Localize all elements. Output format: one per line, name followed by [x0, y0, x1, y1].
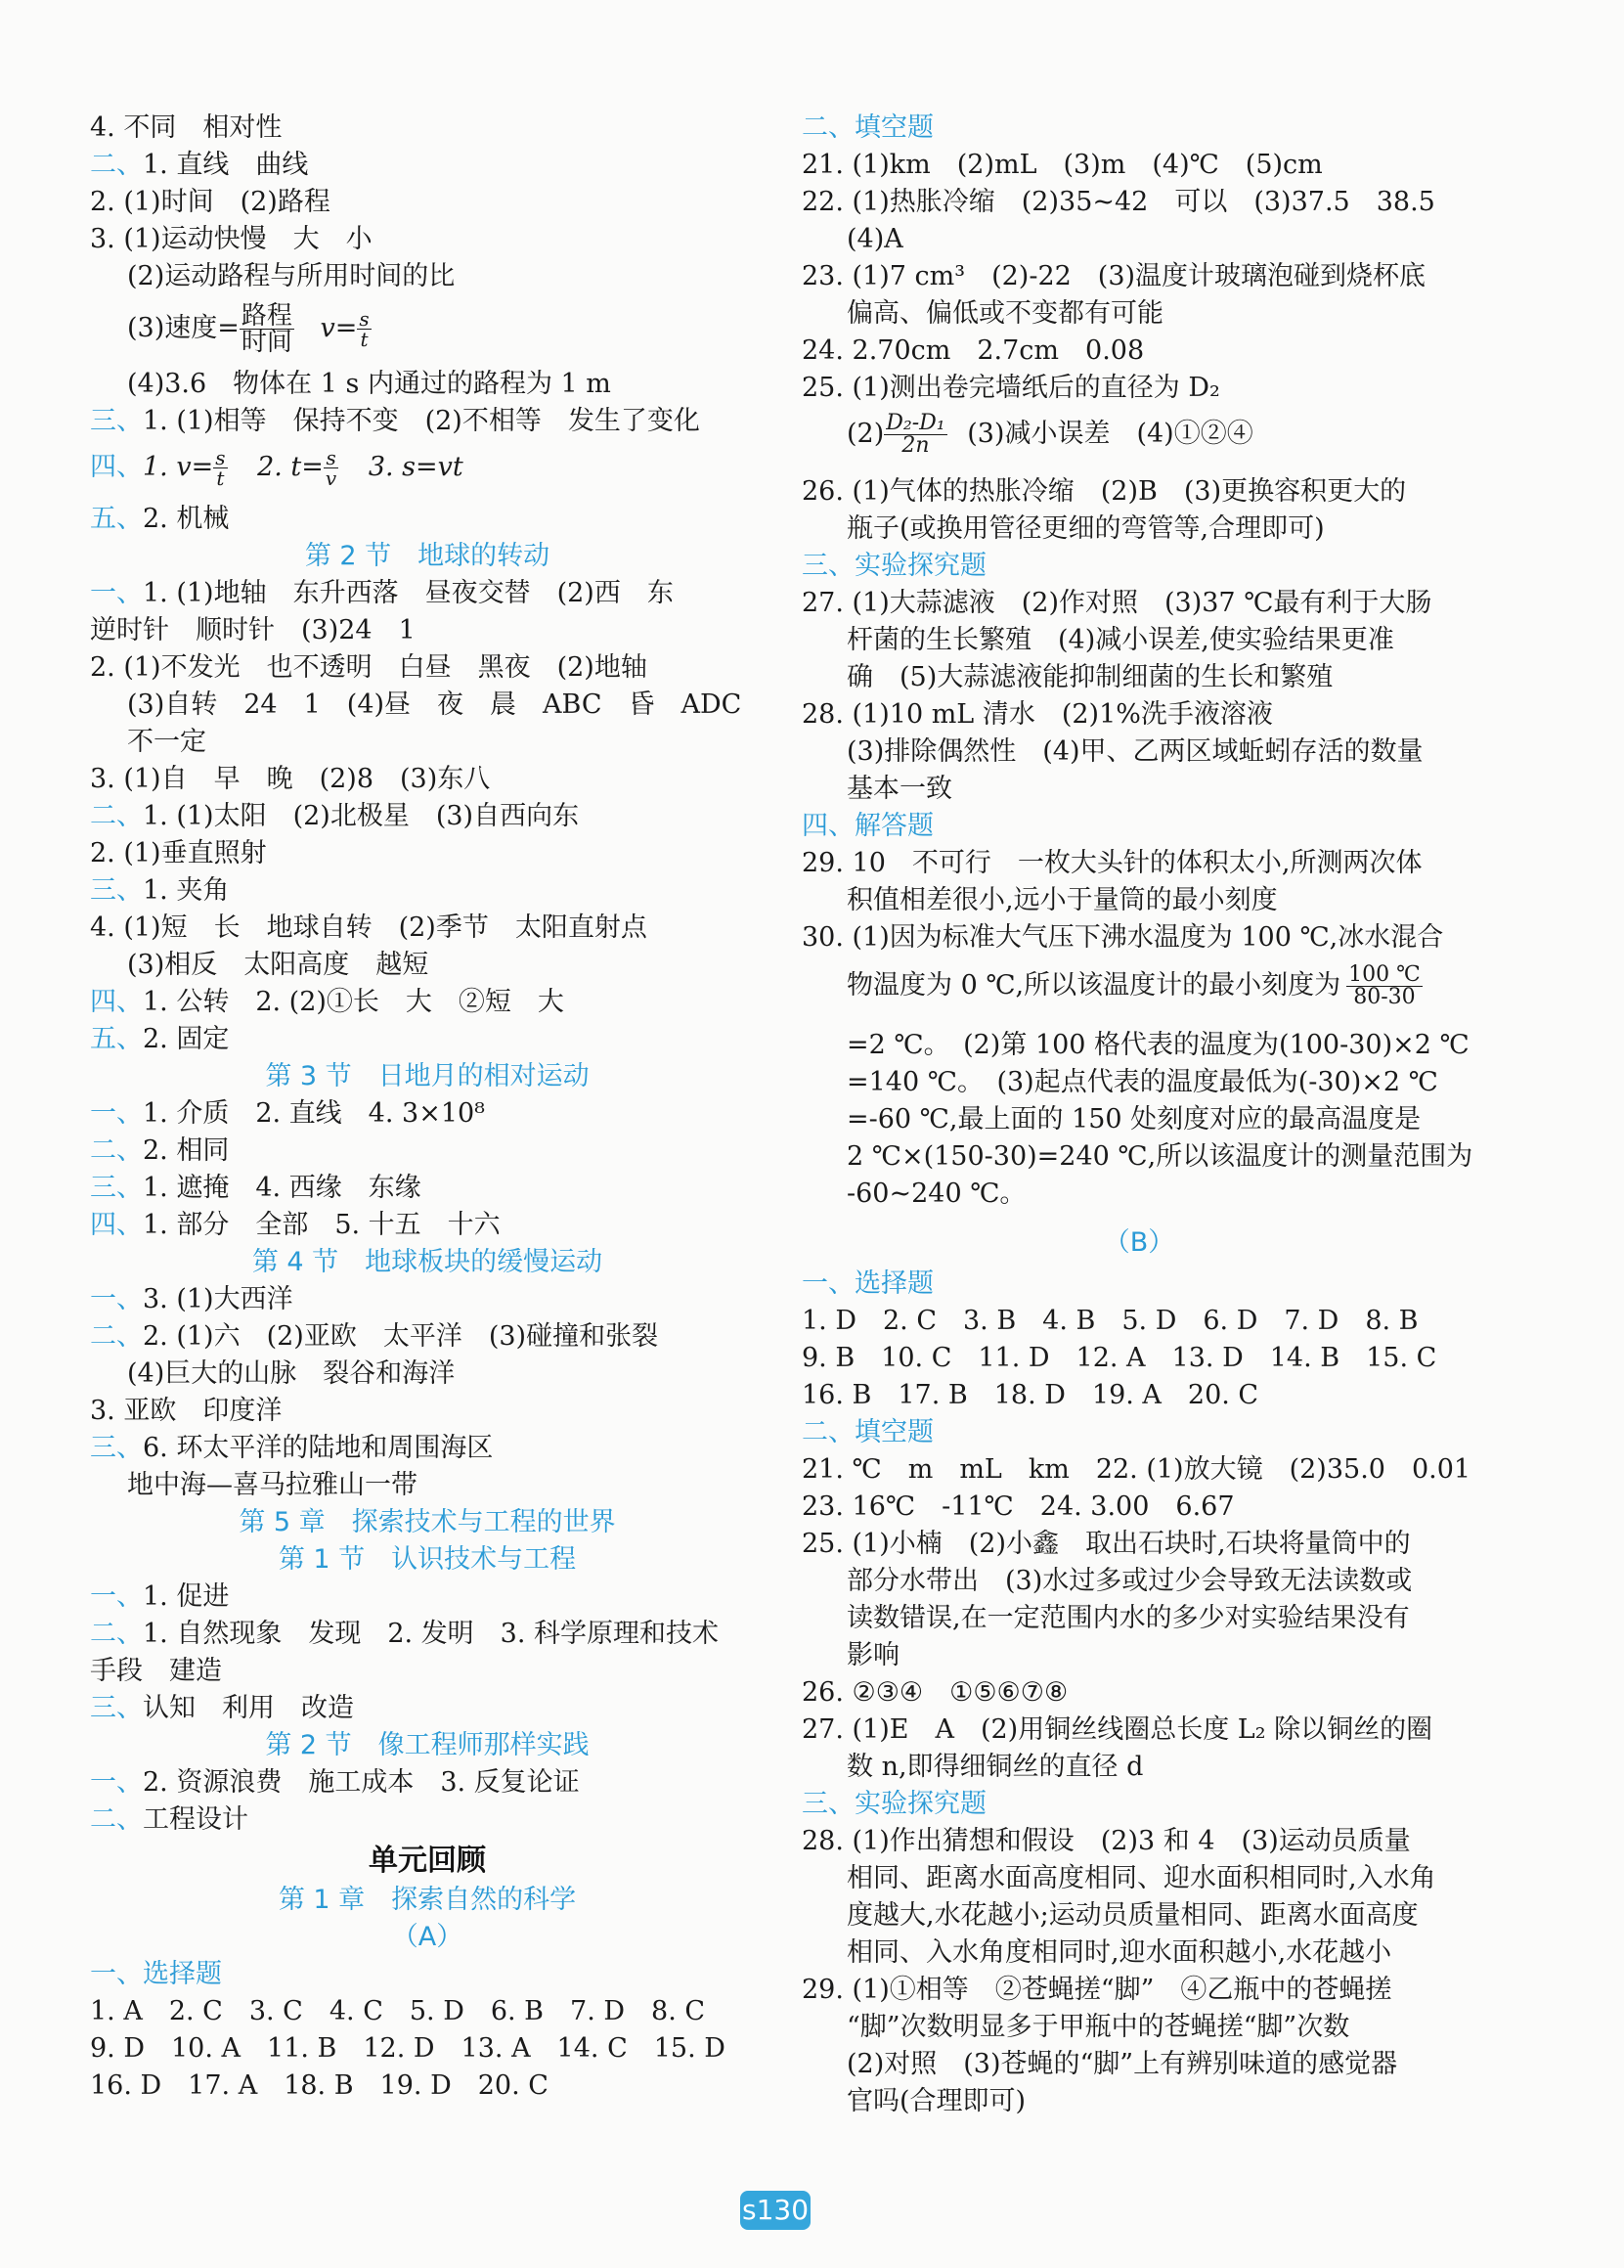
numerator: s [359, 307, 370, 331]
section-marker: 三、 [90, 1173, 143, 1203]
answer-line: 确 (5)大蒜滤液能抑制细菌的生长和繁殖 [847, 662, 1334, 692]
answer-text: (3)减小误差 (4)①②④ [967, 419, 1253, 449]
answer-line: 16. B 17. B 18. D 19. A 20. C [802, 1380, 1259, 1410]
unit-review-title: 单元回顾 [369, 1844, 486, 1878]
answer-line [90, 1801, 248, 1839]
answer-line: “脚”次数明显多于甲瓶中的苍蝇搓“脚”次数 [847, 2012, 1350, 2042]
denominator: 80-30 [1353, 985, 1416, 1009]
answer-line: 读数错误,在一定范围内水的多少对实验结果没有 [847, 1603, 1410, 1633]
answer-text: 1. 介质 2. 直线 4. 3×10⁸ [143, 1098, 486, 1129]
answer-line: (3)排除偶然性 (4)甲、乙两区域蚯蚓存活的数量 [847, 736, 1424, 767]
answer-line: 4. (1)短 长 地球自转 (2)季节 太阳直射点 [90, 912, 647, 943]
answer-line [90, 442, 463, 493]
answer-text: 2. t= [257, 452, 324, 482]
answer-line: 逆时针 顺时针 (3)24 1 [90, 615, 416, 645]
answer-text: 1. v= [143, 452, 214, 482]
answer-line [90, 1021, 229, 1058]
answer-line [90, 798, 579, 835]
answer-line: 3. (1)自 早 晚 (2)8 (3)东八 [90, 764, 491, 794]
answer-line: 1. D 2. C 3. B 4. B 5. D 6. D 7. D 8. B [802, 1306, 1419, 1336]
answer-line [90, 501, 229, 538]
section-marker: 二、 [90, 150, 143, 180]
question-type-heading: 一、选择题 [90, 1959, 222, 1989]
answer-line: 3. 亚欧 印度洋 [90, 1396, 283, 1426]
answer-text: (2) [847, 419, 885, 449]
section-marker: 四、 [90, 1210, 143, 1240]
answer-text: 1. 公转 2. (2)①长 大 ②短 大 [143, 987, 564, 1017]
section-marker: 二、 [90, 1321, 143, 1352]
fraction [240, 303, 294, 355]
answer-line [90, 984, 564, 1021]
answer-text: 2. 相同 [143, 1135, 230, 1166]
denominator: 2n [901, 433, 930, 458]
answer-text: 1. 自然现象 发现 2. 发明 3. 科学原理和技术 [143, 1619, 720, 1649]
answer-line: 度越大,水花越小;运动员质量相同、距离水面高度 [847, 1900, 1419, 1931]
answer-line: 28. (1)作出猜想和假设 (2)3 和 4 (3)运动员质量 [802, 1826, 1411, 1856]
answer-line: 2. (1)时间 (2)路程 [90, 187, 330, 217]
answer-line [90, 403, 700, 440]
answer-line [847, 409, 1253, 460]
question-type-heading: 四、解答题 [802, 811, 934, 841]
part-label-b: （B） [1103, 1227, 1175, 1258]
answer-line: 26. ②③④ ①⑤⑥⑦⑧ [802, 1677, 1069, 1708]
section-marker: 二、 [90, 1804, 143, 1835]
answer-line [847, 958, 1423, 1013]
answer-line: 积值相差很小,远小于量筒的最小刻度 [847, 885, 1278, 915]
answer-text: 3. (1)大西洋 [143, 1284, 293, 1314]
answer-text: 工程设计 [143, 1804, 248, 1835]
answer-text: v= [320, 313, 358, 343]
answer-line: 数 n,即得细铜丝的直径 d [847, 1752, 1144, 1782]
answer-text: 3. s=vt [368, 452, 463, 482]
question-type-heading: 二、填空题 [802, 112, 934, 143]
chapter-title: 第 5 章 探索技术与工程的世界 [239, 1507, 616, 1537]
answer-text: 1. 促进 [143, 1581, 230, 1612]
section-marker: 三、 [90, 1693, 143, 1723]
answer-line: (3)自转 24 1 (4)昼 夜 晨 ABC 昏 ADC [127, 689, 742, 720]
answer-line [127, 301, 372, 357]
answer-text: 2. 固定 [143, 1024, 230, 1054]
question-type-heading: 三、实验探究题 [802, 551, 987, 581]
fraction [884, 413, 946, 457]
section-marker: 一、 [90, 1581, 143, 1612]
section-title: 第 1 节 认识技术与工程 [278, 1544, 577, 1575]
section-marker: 四、 [90, 452, 143, 482]
answer-line: (4)A [847, 224, 903, 254]
answer-line: 26. (1)气体的热胀冷缩 (2)B (3)更换容积更大的 [802, 476, 1407, 507]
answer-line: 手段 建造 [90, 1656, 222, 1686]
section-title: 第 2 节 地球的转动 [304, 541, 550, 571]
answer-line: 29. (1)①相等 ②苍蝇搓“脚” ④乙瓶中的苍蝇搓 [802, 1975, 1392, 2005]
answer-line: 不一定 [127, 727, 206, 757]
question-type-heading: 二、填空题 [802, 1417, 934, 1447]
part-label-a: （A） [391, 1922, 463, 1952]
answer-line [90, 147, 308, 184]
answer-line: 相同、入水角度相同时,迎水面积越小,水花越小 [847, 1937, 1392, 1968]
answer-line: 2 ℃×(150-30)=240 ℃,所以该温度计的测量范围为 [847, 1141, 1473, 1172]
answer-line [90, 1690, 354, 1727]
answer-text: 2. 资源浪费 施工成本 3. 反复论证 [143, 1767, 580, 1798]
answer-line: 1. A 2. C 3. C 4. C 5. D 6. B 7. D 8. C [90, 1996, 706, 2026]
section-marker: 一、 [90, 1767, 143, 1798]
answer-line: -60~240 ℃。 [847, 1178, 1027, 1209]
answer-line: 27. (1)大蒜滤液 (2)作对照 (3)37 ℃最有利于大肠 [802, 588, 1432, 618]
answer-line: 23. 16℃ -11℃ 24. 3.00 6.67 [802, 1491, 1235, 1522]
denominator: t [360, 328, 369, 351]
answer-line: 3. (1)运动快慢 大 小 [90, 224, 373, 254]
section-marker: 四、 [90, 987, 143, 1017]
answer-line: 16. D 17. A 18. B 19. D 20. C [90, 2070, 549, 2101]
answer-line [90, 1133, 229, 1170]
answer-line [90, 1616, 719, 1653]
answer-line: 部分水带出 (3)水过多或过少会导致无法读数或 [847, 1566, 1413, 1596]
answer-text: 物温度为 0 ℃,所以该温度计的最小刻度为 [847, 970, 1341, 1001]
section-title: 第 2 节 像工程师那样实践 [265, 1730, 590, 1760]
answer-line: =2 ℃。 (2)第 100 格代表的温度为(100-30)×2 ℃ [847, 1030, 1470, 1060]
numerator: s [215, 446, 226, 469]
question-type-heading: 一、选择题 [802, 1268, 934, 1299]
answer-text: 1. (1)相等 保持不变 (2)不相等 发生了变化 [143, 406, 700, 436]
answer-text: 1. 夹角 [143, 875, 230, 906]
section-marker: 三、 [90, 406, 143, 436]
answer-line: 25. (1)测出卷完墙纸后的直径为 D₂ [802, 373, 1220, 403]
answer-line: 杆菌的生长繁殖 (4)减小误差,使实验结果更准 [847, 625, 1394, 655]
answer-line: 24. 2.70cm 2.7cm 0.08 [802, 335, 1145, 366]
section-title: 第 4 节 地球板块的缓慢运动 [251, 1247, 603, 1277]
numerator: 路程 [241, 301, 292, 331]
answer-line: 29. 10 不可行 一枚大头针的体积太小,所测两次体 [802, 848, 1423, 878]
answer-line: 2. (1)垂直照射 [90, 838, 267, 868]
answer-line [90, 575, 674, 612]
answer-line [90, 1579, 229, 1616]
section-title: 第 3 节 日地月的相对运动 [265, 1061, 590, 1091]
answer-line [90, 1095, 485, 1133]
section-marker: 二、 [90, 1619, 143, 1649]
answer-text: 1. (1)太阳 (2)北极星 (3)自西向东 [143, 801, 580, 831]
answer-line: 相同、距离水面高度相同、迎水面积相同时,入水角 [847, 1863, 1436, 1893]
section-marker: 五、 [90, 504, 143, 534]
answer-line: 28. (1)10 mL 清水 (2)1%洗手液溶液 [802, 699, 1273, 730]
answer-line: 30. (1)因为标准大气压下沸水温度为 100 ℃,冰水混合 [802, 922, 1444, 953]
answer-line [90, 1764, 580, 1801]
answer-line: 2. (1)不发光 也不透明 白昼 黑夜 (2)地轴 [90, 652, 647, 683]
section-marker: 三、 [90, 1433, 143, 1463]
numerator: s [324, 448, 338, 468]
answer-text: 2. (1)六 (2)亚欧 太平洋 (3)碰撞和张裂 [143, 1321, 659, 1352]
fraction [213, 448, 227, 488]
answer-line: 9. B 10. C 11. D 12. A 13. D 14. B 15. C [802, 1343, 1437, 1373]
answer-line: =140 ℃。 (3)起点代表的温度最低为(-30)×2 ℃ [847, 1067, 1438, 1097]
numerator: D₂-D₁ [886, 411, 945, 435]
answer-line [90, 1430, 493, 1467]
section-marker: 一、 [90, 578, 143, 608]
answer-text: 1. 部分 全部 5. 十五 十六 [143, 1210, 501, 1240]
section-marker: 三、 [90, 875, 143, 906]
numerator: 100 ℃ [1348, 962, 1421, 987]
answer-line: 21. ℃ m mL km 22. (1)放大镜 (2)35.0 0.01 [802, 1454, 1471, 1485]
section-marker: 二、 [90, 801, 143, 831]
answer-text: 2. 机械 [143, 504, 230, 534]
answer-line: (4)3.6 物体在 1 s 内通过的路程为 1 m [127, 369, 611, 399]
answer-text: 1. 直线 曲线 [143, 150, 309, 180]
answer-line: 基本一致 [847, 774, 952, 804]
answer-line [90, 872, 229, 910]
answer-line: 4. 不同 相对性 [90, 112, 283, 143]
chapter-title: 第 1 章 探索自然的科学 [278, 1885, 577, 1915]
fraction [1346, 964, 1423, 1008]
answer-line: 25. (1)小楠 (2)小鑫 取出石块时,石块将量筒中的 [802, 1529, 1411, 1559]
answer-line: 偏高、偏低或不变都有可能 [847, 298, 1163, 329]
answer-line: 官吗(合理即可) [847, 2086, 1027, 2116]
answer-line [90, 1318, 658, 1356]
answer-line: 21. (1)km (2)mL (3)m (4)℃ (5)cm [802, 150, 1323, 180]
answer-line: 地中海—喜马拉雅山一带 [127, 1470, 417, 1500]
answer-text: 认知 利用 改造 [143, 1693, 354, 1723]
answer-line: 27. (1)E A (2)用铜丝线圈总长度 L₂ 除以铜丝的圈 [802, 1714, 1433, 1745]
answer-line: (4)巨大的山脉 裂谷和海洋 [127, 1358, 456, 1389]
answer-line: 9. D 10. A 11. B 12. D 13. A 14. C 15. D [90, 2033, 725, 2064]
denominator: v [325, 467, 337, 490]
answer-line: 影响 [847, 1640, 900, 1670]
fraction [357, 309, 371, 349]
section-marker: 五、 [90, 1024, 143, 1054]
denominator: 时间 [241, 328, 292, 357]
section-marker: 一、 [90, 1098, 143, 1129]
answer-line [90, 1207, 501, 1244]
denominator: t [216, 467, 225, 490]
section-marker: 一、 [90, 1284, 143, 1314]
answer-line: 22. (1)热胀冷缩 (2)35~42 可以 (3)37.5 38.5 [802, 187, 1435, 217]
answer-text: (3)速度= [127, 313, 240, 343]
answer-text: 1. 遮掩 4. 西缘 东缘 [143, 1173, 421, 1203]
answer-line: (2)对照 (3)苍蝇的“脚”上有辨别味道的感觉器 [847, 2049, 1398, 2079]
page-number-badge: s130 [740, 2191, 811, 2230]
answer-text: 1. (1)地轴 东升西落 昼夜交替 (2)西 东 [143, 578, 674, 608]
answer-line: (2)运动路程与所用时间的比 [127, 261, 456, 291]
answer-line: (3)相反 太阳高度 越短 [127, 950, 429, 980]
answer-line [90, 1170, 421, 1207]
answer-text: 6. 环太平洋的陆地和周围海区 [143, 1433, 494, 1463]
fraction [324, 448, 338, 488]
question-type-heading: 三、实验探究题 [802, 1789, 987, 1819]
answer-line: 瓶子(或换用管径更细的弯管等,合理即可) [847, 513, 1325, 544]
answer-line: =-60 ℃,最上面的 150 处刻度对应的最高温度是 [847, 1104, 1422, 1134]
answer-line [90, 1281, 293, 1318]
answer-line: 23. (1)7 cm³ (2)-22 (3)温度计玻璃泡碰到烧杯底 [802, 261, 1426, 291]
section-marker: 二、 [90, 1135, 143, 1166]
